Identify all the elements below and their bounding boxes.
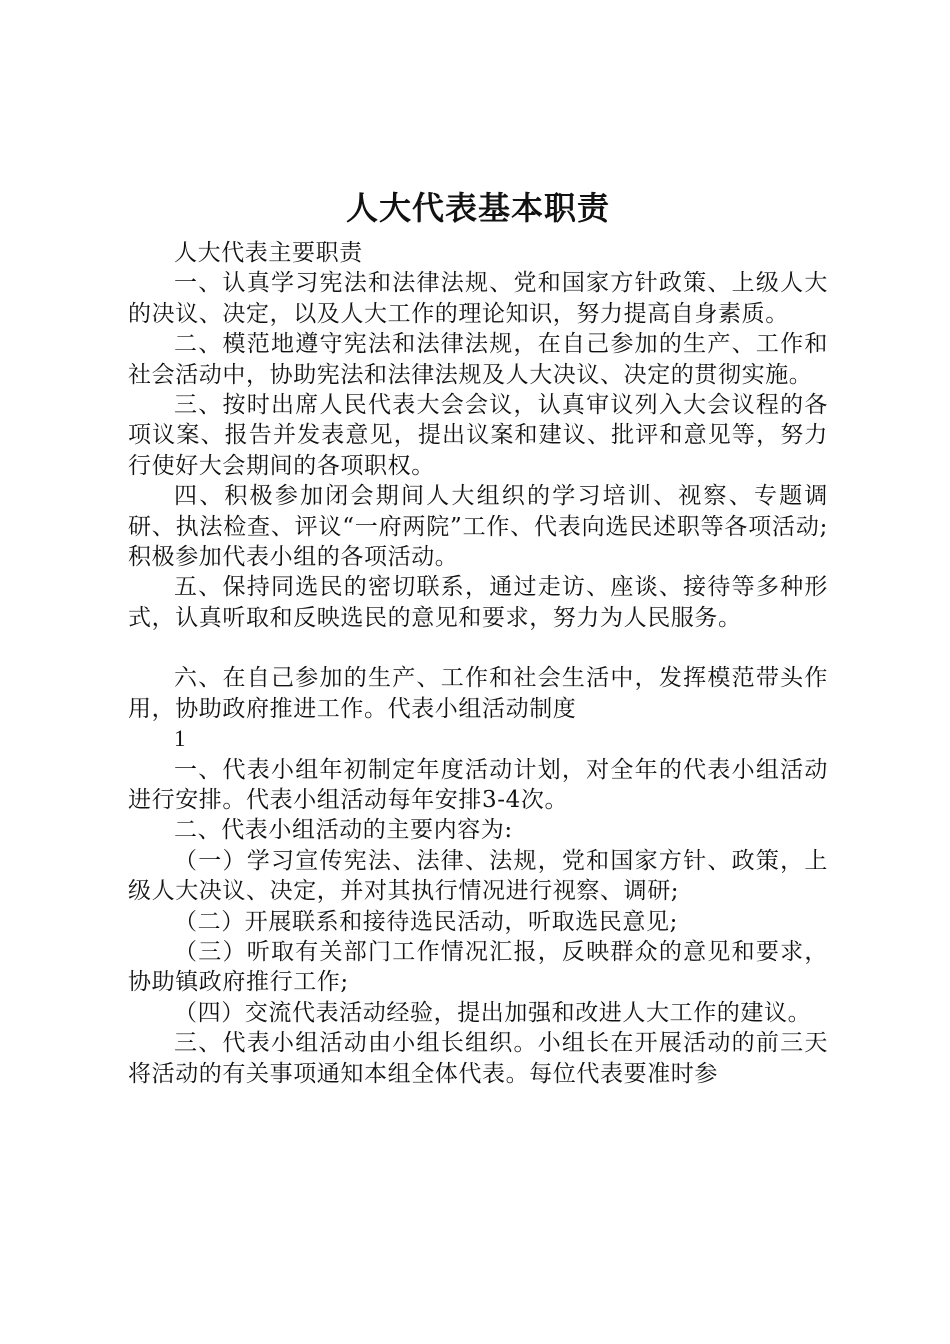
page-number: 1 bbox=[174, 726, 187, 752]
paragraph-duty-2: 二、模范地遵守宪法和法律法规，在自己参加的生产、工作和社会活动中，协助宪法和法律法规及人大决议、决定的贯彻实施。 bbox=[128, 331, 828, 388]
paragraph-rule-1: 一、代表小组年初制定年度活动计划，对全年的代表小组活动进行安排。代表小组活动每年安排3-4次。 bbox=[128, 756, 828, 813]
paragraph-duty-4: 四、积极参加闭会期间人大组织的学习培训、视察、专题调研、执法检查、评议“一府两院”工作、代表向选民述职等各项活动;积极参加代表小组的各项活动。 bbox=[128, 483, 828, 571]
paragraph-rule-2-item-3: （三）听取有关部门工作情况汇报，反映群众的意见和要求，协助镇政府推行工作; bbox=[128, 938, 828, 996]
document-title: 人大代表基本职责 bbox=[345, 189, 610, 227]
paragraph-rule-3: 三、代表小组活动由小组长组织。小组长在开展活动的前三天将活动的有关事项通知本组全体代表。每位代表要准时参 bbox=[128, 1030, 828, 1087]
paragraph-duty-1: 一、认真学习宪法和法律法规、党和国家方针政策、上级人大的决议、决定，以及人大工作的理论知识，努力提高自身素质。 bbox=[128, 270, 828, 327]
paragraph-duty-6: 六、在自己参加的生产、工作和社会生活中，发挥模范带头作用，协助政府推进工作。代表小组活动制度 bbox=[128, 665, 828, 722]
section-heading: 人大代表主要职责 bbox=[174, 240, 363, 266]
paragraph-duty-5: 五、保持同选民的密切联系，通过走访、座谈、接待等多种形式，认真听取和反映选民的意见和要求，努力为人民服务。 bbox=[128, 574, 828, 631]
paragraph-rule-2-item-1: （一）学习宣传宪法、法律、法规，党和国家方针、政策，上级人大决议、决定，并对其执行情况进行视察、调研; bbox=[128, 847, 828, 905]
paragraph-duty-3: 三、按时出席人民代表大会会议，认真审议列入大会议程的各项议案、报告并发表意见，提出议案和建议、批评和意见等，努力行使好大会期间的各项职权。 bbox=[128, 392, 828, 479]
paragraph-rule-2-item-2: （二）开展联系和接待选民活动，听取选民意见; bbox=[174, 908, 678, 935]
paragraph-rule-2: 二、代表小组活动的主要内容为: bbox=[174, 817, 513, 844]
document-page bbox=[128, 180, 828, 1089]
document-body bbox=[128, 238, 828, 1089]
paragraph-rule-2-item-4: （四）交流代表活动经验，提出加强和改进人大工作的建议。 bbox=[174, 999, 812, 1026]
